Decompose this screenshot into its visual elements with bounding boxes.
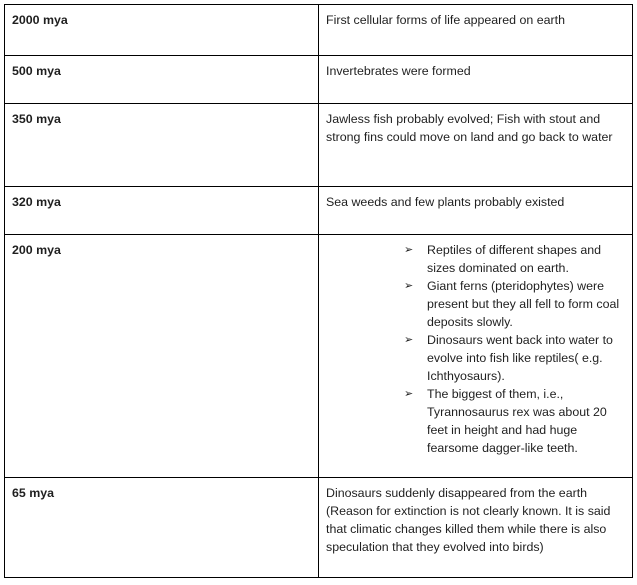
event-cell — [319, 235, 633, 478]
list-item-text: Dinosaurs went back into water to evolve into fish like reptiles( e.g. Ichthyosaurs). — [427, 333, 613, 383]
period-label: 200 mya — [12, 243, 61, 257]
arrowhead-bullet-icon: ➢ — [404, 333, 414, 346]
period-cell — [5, 235, 319, 478]
period-label: 65 mya — [12, 486, 55, 500]
evolution-timeline-table — [4, 4, 633, 578]
table-row — [5, 56, 633, 104]
event-text: Sea weeds and few plants probably existed — [326, 195, 565, 209]
bullet-list — [326, 241, 626, 457]
event-cell — [319, 187, 633, 235]
list-item — [402, 331, 626, 385]
period-cell — [5, 478, 319, 578]
event-cell — [319, 56, 633, 104]
period-label: 2000 mya — [12, 13, 68, 27]
list-item-text: Giant ferns (pteridophytes) were present but they all fell to form coal deposits slowly. — [427, 279, 620, 329]
event-text: Jawless fish probably evolved; Fish with stout and strong fins could move on land and go back to water — [326, 112, 613, 144]
list-item-text: Reptiles of different shapes and sizes dominated on earth. — [427, 243, 602, 275]
period-cell — [5, 104, 319, 187]
arrowhead-bullet-icon: ➢ — [404, 387, 414, 400]
period-cell — [5, 5, 319, 56]
event-text: First cellular forms of life appeared on earth — [326, 13, 565, 27]
list-item — [402, 385, 626, 457]
event-text: Dinosaurs suddenly disappeared from the earth (Reason for extinction is not clearly known. It is said that climatic changes killed them while there is also speculation that they evolved into birds) — [326, 486, 611, 554]
list-item — [402, 277, 626, 331]
period-label: 500 mya — [12, 64, 61, 78]
table-row — [5, 5, 633, 56]
event-cell — [319, 104, 633, 187]
list-item — [402, 241, 626, 277]
list-item-text: The biggest of them, i.e., Tyrannosaurus rex was about 20 feet in height and had huge fearsome dagger-like teeth. — [427, 387, 607, 455]
period-label: 320 mya — [12, 195, 61, 209]
arrowhead-bullet-icon: ➢ — [404, 243, 414, 256]
table-row — [5, 104, 633, 187]
event-cell — [319, 5, 633, 56]
table-row — [5, 187, 633, 235]
table-row — [5, 478, 633, 578]
event-text: Invertebrates were formed — [326, 64, 471, 78]
table-row — [5, 235, 633, 478]
period-cell — [5, 187, 319, 235]
period-cell — [5, 56, 319, 104]
period-label: 350 mya — [12, 112, 61, 126]
arrowhead-bullet-icon: ➢ — [404, 279, 414, 292]
event-cell — [319, 478, 633, 578]
